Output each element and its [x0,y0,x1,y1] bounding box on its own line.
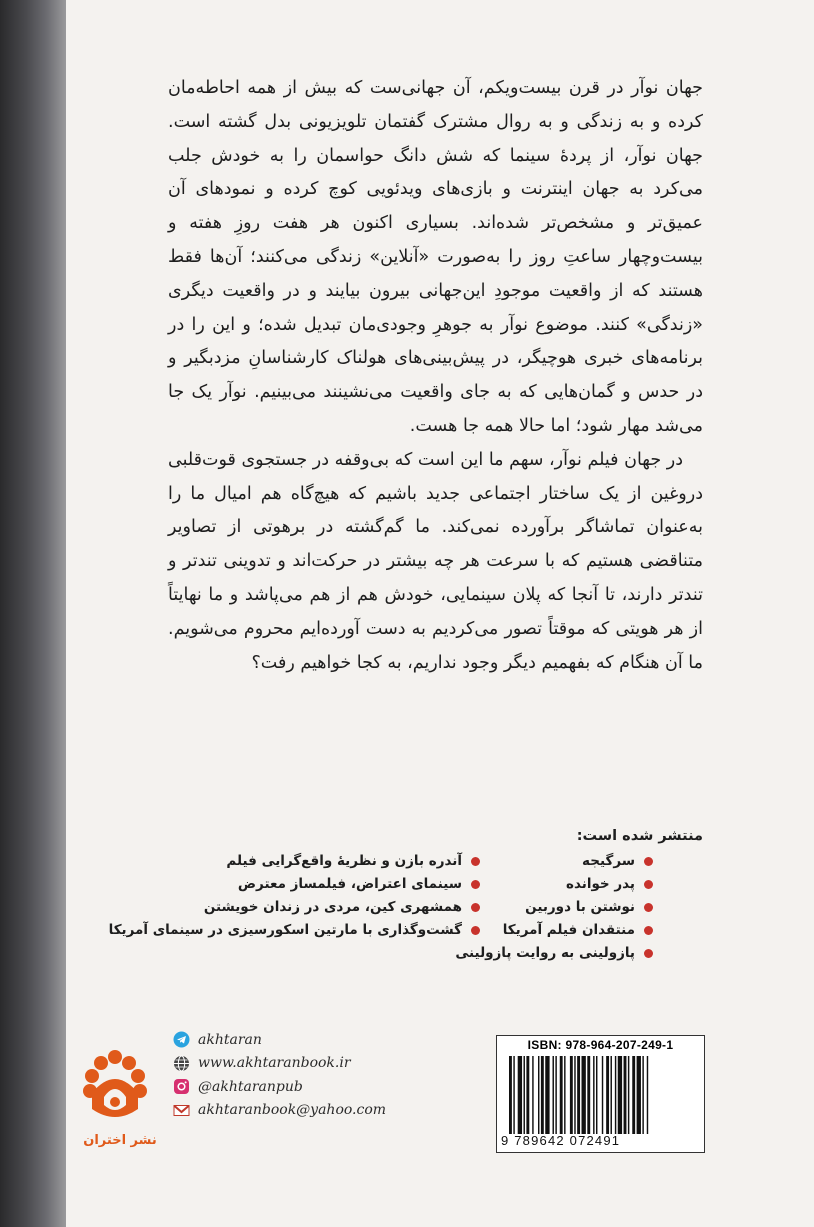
bullet-icon [471,926,480,935]
bullet-icon [471,857,480,866]
contact-email[interactable]: akhtaranbook@yahoo.com [172,1099,462,1123]
list-item: همشهری کین، مردی در زندان خویشتن [162,896,482,919]
shell-logo-icon [82,1045,148,1131]
publisher-logo [82,1045,157,1148]
published-heading: منتشر شده است: [576,828,703,844]
list-item: گشت‌وگذاری با مارتین اسکورسیزی در سینمای آمریکا [162,919,482,942]
blurb-paragraph-1: جهان نوآر در قرن بیست‌ویکم، آن جهانی‌ست که بیش از همه احاطه‌مان کرده و به زندگی و به روال مشترک گفتمان تلویزیونی بدل گشته است. جهان نوآر، از پردهٔ سینما که شش دانگ حواسمان را به خودش جلب می‌کرد به جهان اینترنت و بازی‌های ویدئویی کوچ کرده و نمودهای آن عمیق‌تر و مشخص‌تر شده‌اند. بسیاری اکنون هر هفت روزِ هفته و بیست‌وچهار ساعتِ روز را به‌صورت «آنلاین» زندگی می‌کنند؛ آن‌ها فقط هستند که از واقعیت موجودِ این‌جهانی بیرون بیایند و در واقعیت دیگری «زندگی» کنند. موضوع نوآر به جوهرِ وجودی‌مان تبدیل شده؛ و این را در برنامه‌های خبری هوچیگر، در پیش‌بینی‌های هولناک کارشناسانِ مزدبگیر و در حدس و گمان‌هایی که به جای واقعیت می‌نشینند می‌بینیم. نوآر یک جا می‌شد مهار شود؛ اما حالا همه جا هست. [168,78,703,436]
isbn-number: ISBN: 978-964-207-249-1 [527,1038,674,1052]
list-item: آندره بازن و نظریهٔ واقع‌گرایی فیلم [162,850,482,873]
isbn-barcode [496,1035,705,1153]
contact-list [172,1028,462,1122]
back-cover-blurb [168,72,703,680]
published-list-left [108,850,482,942]
globe-icon [172,1054,190,1072]
bullet-icon [471,903,480,912]
contact-telegram[interactable]: akhtaran [172,1028,462,1052]
list-item: نوشتن با دوربین [460,896,655,919]
bullet-icon [644,926,653,935]
list-item: منتقدان فیلم آمریکا [460,919,655,942]
contact-instagram[interactable]: @akhtaranpub [172,1075,462,1099]
instagram-icon [172,1078,190,1096]
bullet-icon [471,880,480,889]
mail-icon [172,1101,190,1119]
barcode-bars [509,1056,694,1134]
publisher-name: نشر اختران [83,1133,157,1148]
list-item: پدر خوانده [460,873,655,896]
book-spine-shadow [0,0,66,1227]
contact-website[interactable]: www.akhtaranbook.ir [172,1052,462,1076]
list-item: سینمای اعتراض، فیلمساز معترض [162,873,482,896]
bullet-icon [644,857,653,866]
telegram-icon [172,1031,190,1049]
list-item: سرگیجه [460,850,655,873]
bullet-icon [644,880,653,889]
barcode-digits: 9 789642 072491 [501,1133,621,1148]
bullet-icon [644,949,653,958]
bullet-icon [644,903,653,912]
blurb-paragraph-2: در جهان فیلم نوآر، سهم ما این است که بی‌وقفه در جستجوی قوت‌قلبی دروغین از یک ساختار اجتماعی جدید باشیم که هیچ‌گاه هم امیال ما را به‌عنوان تماشاگر برآورده نمی‌کند. ما گم‌گشته در برهوتی از تصاویر متناقضی هستیم که با سرعت هر چه بیشتر در حرکت‌اند و تدوینی تندتر و تندتر دارند، تا آنجا که پلان سینمایی، خودش هم از هم می‌پاشد و ما نهایتاً از هر هویتی که موقتاً تصور می‌کردیم به دست آورده‌ایم محروم می‌شویم. ما آن هنگام که بفهمیم دیگر وجود نداریم، به کجا خواهیم رفت؟ [168,449,703,673]
list-item: پازولینی به روایت پازولینی [460,942,655,965]
published-list-right [455,850,655,965]
